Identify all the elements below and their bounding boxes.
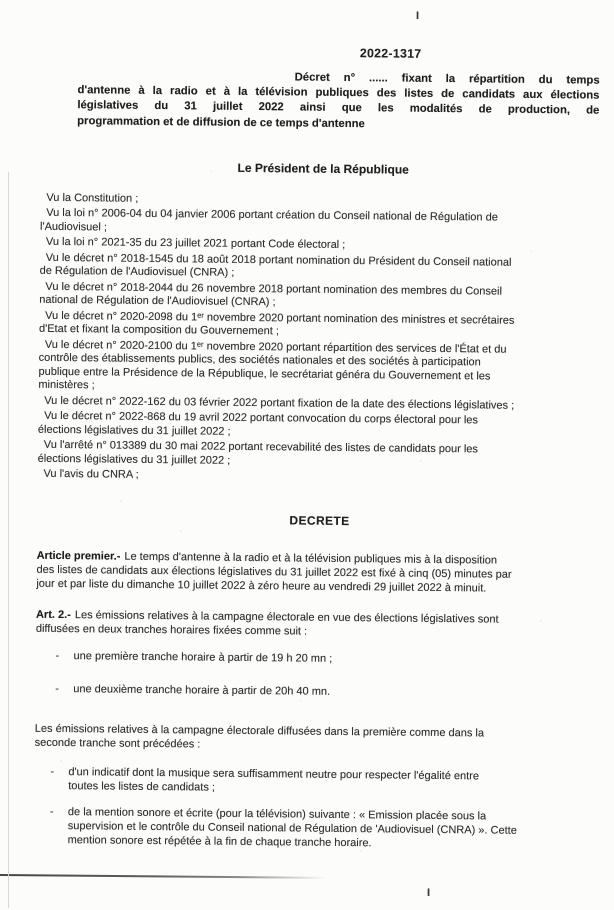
- document-content: [33, 44, 607, 865]
- visa-list: [37, 191, 605, 487]
- tranche-list: [35, 650, 600, 703]
- decree-title-last-line: programmation et de diffusion de ce temps d'antenne: [77, 114, 365, 130]
- visa-item: Vu le décret n° 2020-2100 du 1ᵉʳ novembre 2020 portant répartition des services de l'État et du contrôle des établissements publics, des sociétés nationales et des sociétés à participation publique entre la Présidence de la République, le secrétariat généra du Gouvernement et les ministères ;: [38, 338, 507, 392]
- article-2-text: Les émissions relatives à la campagne électorale en vue des élections législatives sont diffusées en deux tranches horaires fixées comme suit :: [35, 609, 499, 638]
- decree-number: 2022-1317: [359, 46, 422, 61]
- precede-item: - de la mention sonore et écrite (pour la télévision) suivante : « Emission placée sous la supervision et le contrôle du Conseil national de Régulation de 'Audiovisuel (CNRA) ». Cette mention sonore est répétée à la fin de chaque tranche horaire.: [68, 806, 588, 853]
- visa-item: Vu le décret n° 2020-2098 du 1ᵉʳ novembre 2020 portant nomination des ministres et secrétaires d'Etat et fixant la composition du Gouvernement ;: [38, 309, 515, 338]
- article-2-label: Art. 2.-: [35, 608, 71, 622]
- scan-artifact-line: [0, 874, 340, 879]
- article-premier-label: Article premier.-: [36, 549, 121, 563]
- paragraph-precedees: Les émissions relatives à la campagne électorale diffusées dans la première comme dans la seconde tranche sont précédées :: [34, 722, 485, 751]
- president-heading: Le Président de la République: [237, 160, 409, 177]
- visa-item: Vu l'avis du CNRA ;: [43, 467, 139, 481]
- visa-item: Vu le décret n° 2018-1545 du 18 août 2018 portant nomination du Président du Conseil national de Régulation de l'Audiovisuel (CNRA) ;: [39, 251, 512, 279]
- decree-title: [77, 68, 600, 135]
- article-2: [36, 608, 601, 642]
- decree-title-text: Décret n° ...... fixant la répartition du temps d'antenne à la radio et à la télévision publiques des listes de candidats aux élections législatives du 31 juillet 2022 ainsi que les modalités de production, de: [77, 70, 600, 117]
- tranche-item: - une première tranche horaire à partir de 19 h 20 mn ;: [74, 650, 594, 669]
- visa-item: Vu la loi n° 2006-04 du 04 janvier 2006 portant création du Conseil national de Régulation de l'Audiovisuel ;: [40, 206, 498, 234]
- visa-item: Vu la Constitution ;: [46, 191, 139, 205]
- article-premier-text: Le temps d'antenne à la radio et à la télévision publiques mis à la disposition des listes de candidats aux élections législatives du 31 juillet 2022 est fixé à cinq (05) minutes par jour et par liste du dimanche 10 juillet 2022 à zéro heure au vendredi 29 juillet 2022 à minuit.: [36, 550, 512, 595]
- article-premier: [36, 549, 601, 597]
- precede-list: [34, 766, 600, 853]
- page-marker-top: I: [416, 10, 420, 22]
- visa-item: Vu le décret n° 2018-2044 du 26 novembre 2018 portant nomination des membres du Conseil national de Régulation de l'Audiovisuel (CNRA) ;: [39, 280, 502, 309]
- scan-edge-line: [8, 172, 9, 908]
- visa-item: Vu l'arrêté n° 013389 du 30 mai 2022 portant recevabilité des listes de candidats pour les élections législatives du 31 juillet 2022 ;: [37, 438, 478, 467]
- precede-item: - d'un indicatif dont la musique sera suffisamment neutre pour respecter l'égalité entre toutes les listes de candidats ;: [68, 766, 588, 799]
- page-marker-bottom: I: [427, 887, 431, 899]
- visa-item: Vu la loi n° 2021-35 du 23 juillet 2021 portant Code électoral ;: [45, 235, 346, 252]
- visa-item: Vu le décret n° 2022-162 du 03 février 2022 portant fixation de la date des élections législatives ;: [44, 394, 515, 412]
- tranche-item: - une deuxième tranche horaire à partir de 20h 40 mn.: [73, 683, 593, 702]
- decrete-heading: DECRETE: [289, 513, 350, 528]
- visa-item: Vu le décret n° 2022-868 du 19 avril 2022 portant convocation du corps électoral pour les élections législatives du 31 juillet 2022 ;: [37, 409, 479, 438]
